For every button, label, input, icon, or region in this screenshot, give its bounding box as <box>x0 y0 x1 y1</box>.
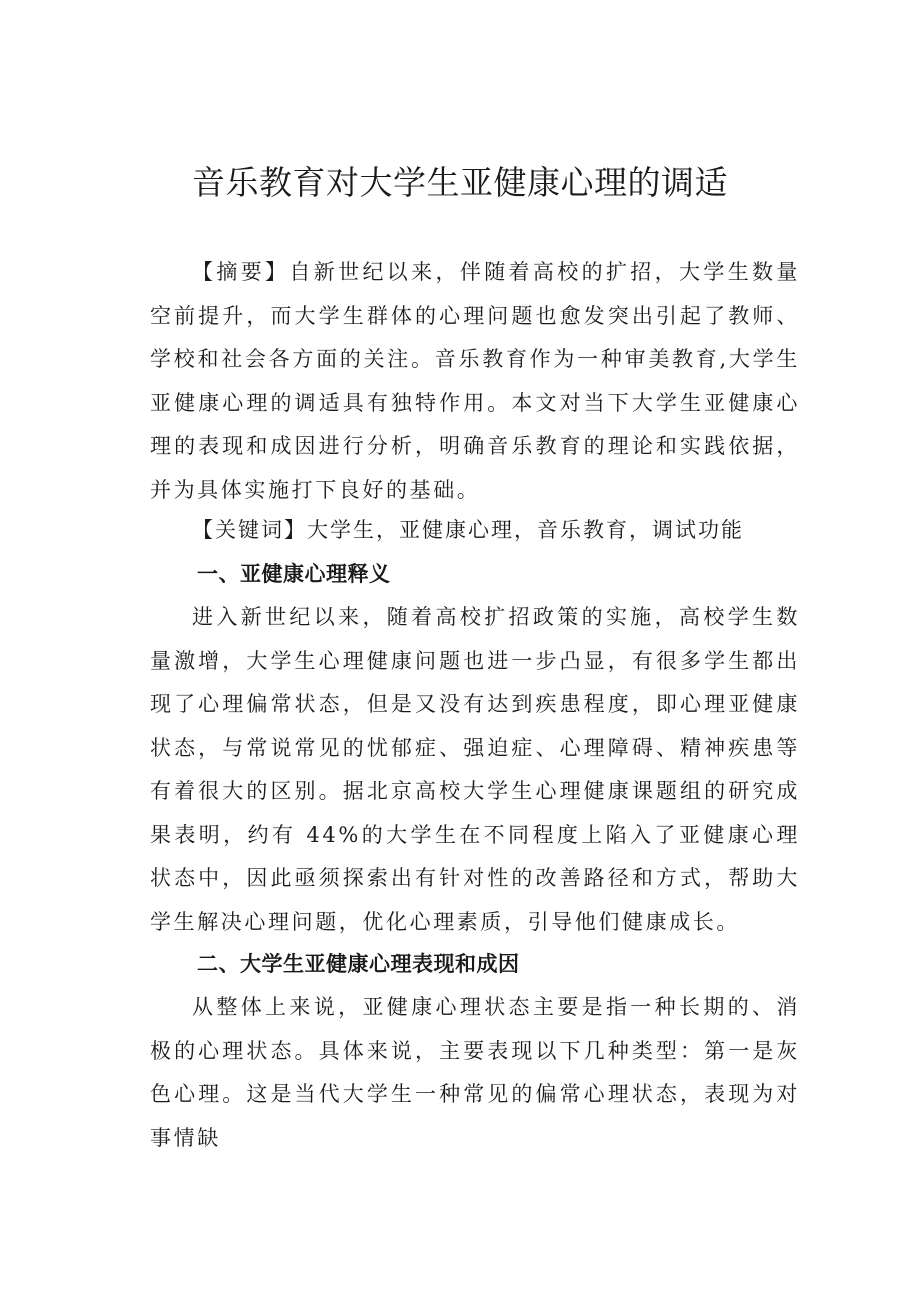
abstract-paragraph: 【摘要】自新世纪以来，伴随着高校的扩招，大学生数量空前提升，而大学生群体的心理问题也愈发突出引起了教师、学校和社会各方面的关注。音乐教育作为一种审美教育,大学生亚健康心理的调适具有独特作用。本文对当下大学生亚健康心理的表现和成因进行分析，明确音乐教育的理论和实践依据，并为具体实施打下良好的基础。 <box>150 260 800 502</box>
section-2-heading: 二、大学生亚健康心理表现和成因 <box>197 952 520 976</box>
section-1-heading: 一、亚健康心理释义 <box>197 562 391 586</box>
section-1-paragraph: 进入新世纪以来，随着高校扩招政策的实施，高校学生数量激增，大学生心理健康问题也进一步凸显，有很多学生都出现了心理偏常状态，但是又没有达到疾患程度，即心理亚健康状态，与常说常见的忧郁症、强迫症、心理障碍、精神疾患等有着很大的区别。据北京高校大学生心理健康课题组的研究成果表明，约有 44%的大学生在不同程度上陷入了亚健康心理状态中，因此亟须探索出有针对性的改善路径和方式，帮助大学生解决心理问题，优化心理素质，引导他们健康成长。 <box>150 605 800 934</box>
document-title: 音乐教育对大学生亚健康心理的调适 <box>192 163 728 202</box>
keywords-line: 【关键词】大学生，亚健康心理，音乐教育，调试功能 <box>192 518 744 542</box>
section-2-paragraph: 从整体上来说，亚健康心理状态主要是指一种长期的、消极的心理状态。具体来说，主要表现以下几种类型：第一是灰色心理。这是当代大学生一种常见的偏常心理状态，表现为对事情缺 <box>150 995 800 1150</box>
